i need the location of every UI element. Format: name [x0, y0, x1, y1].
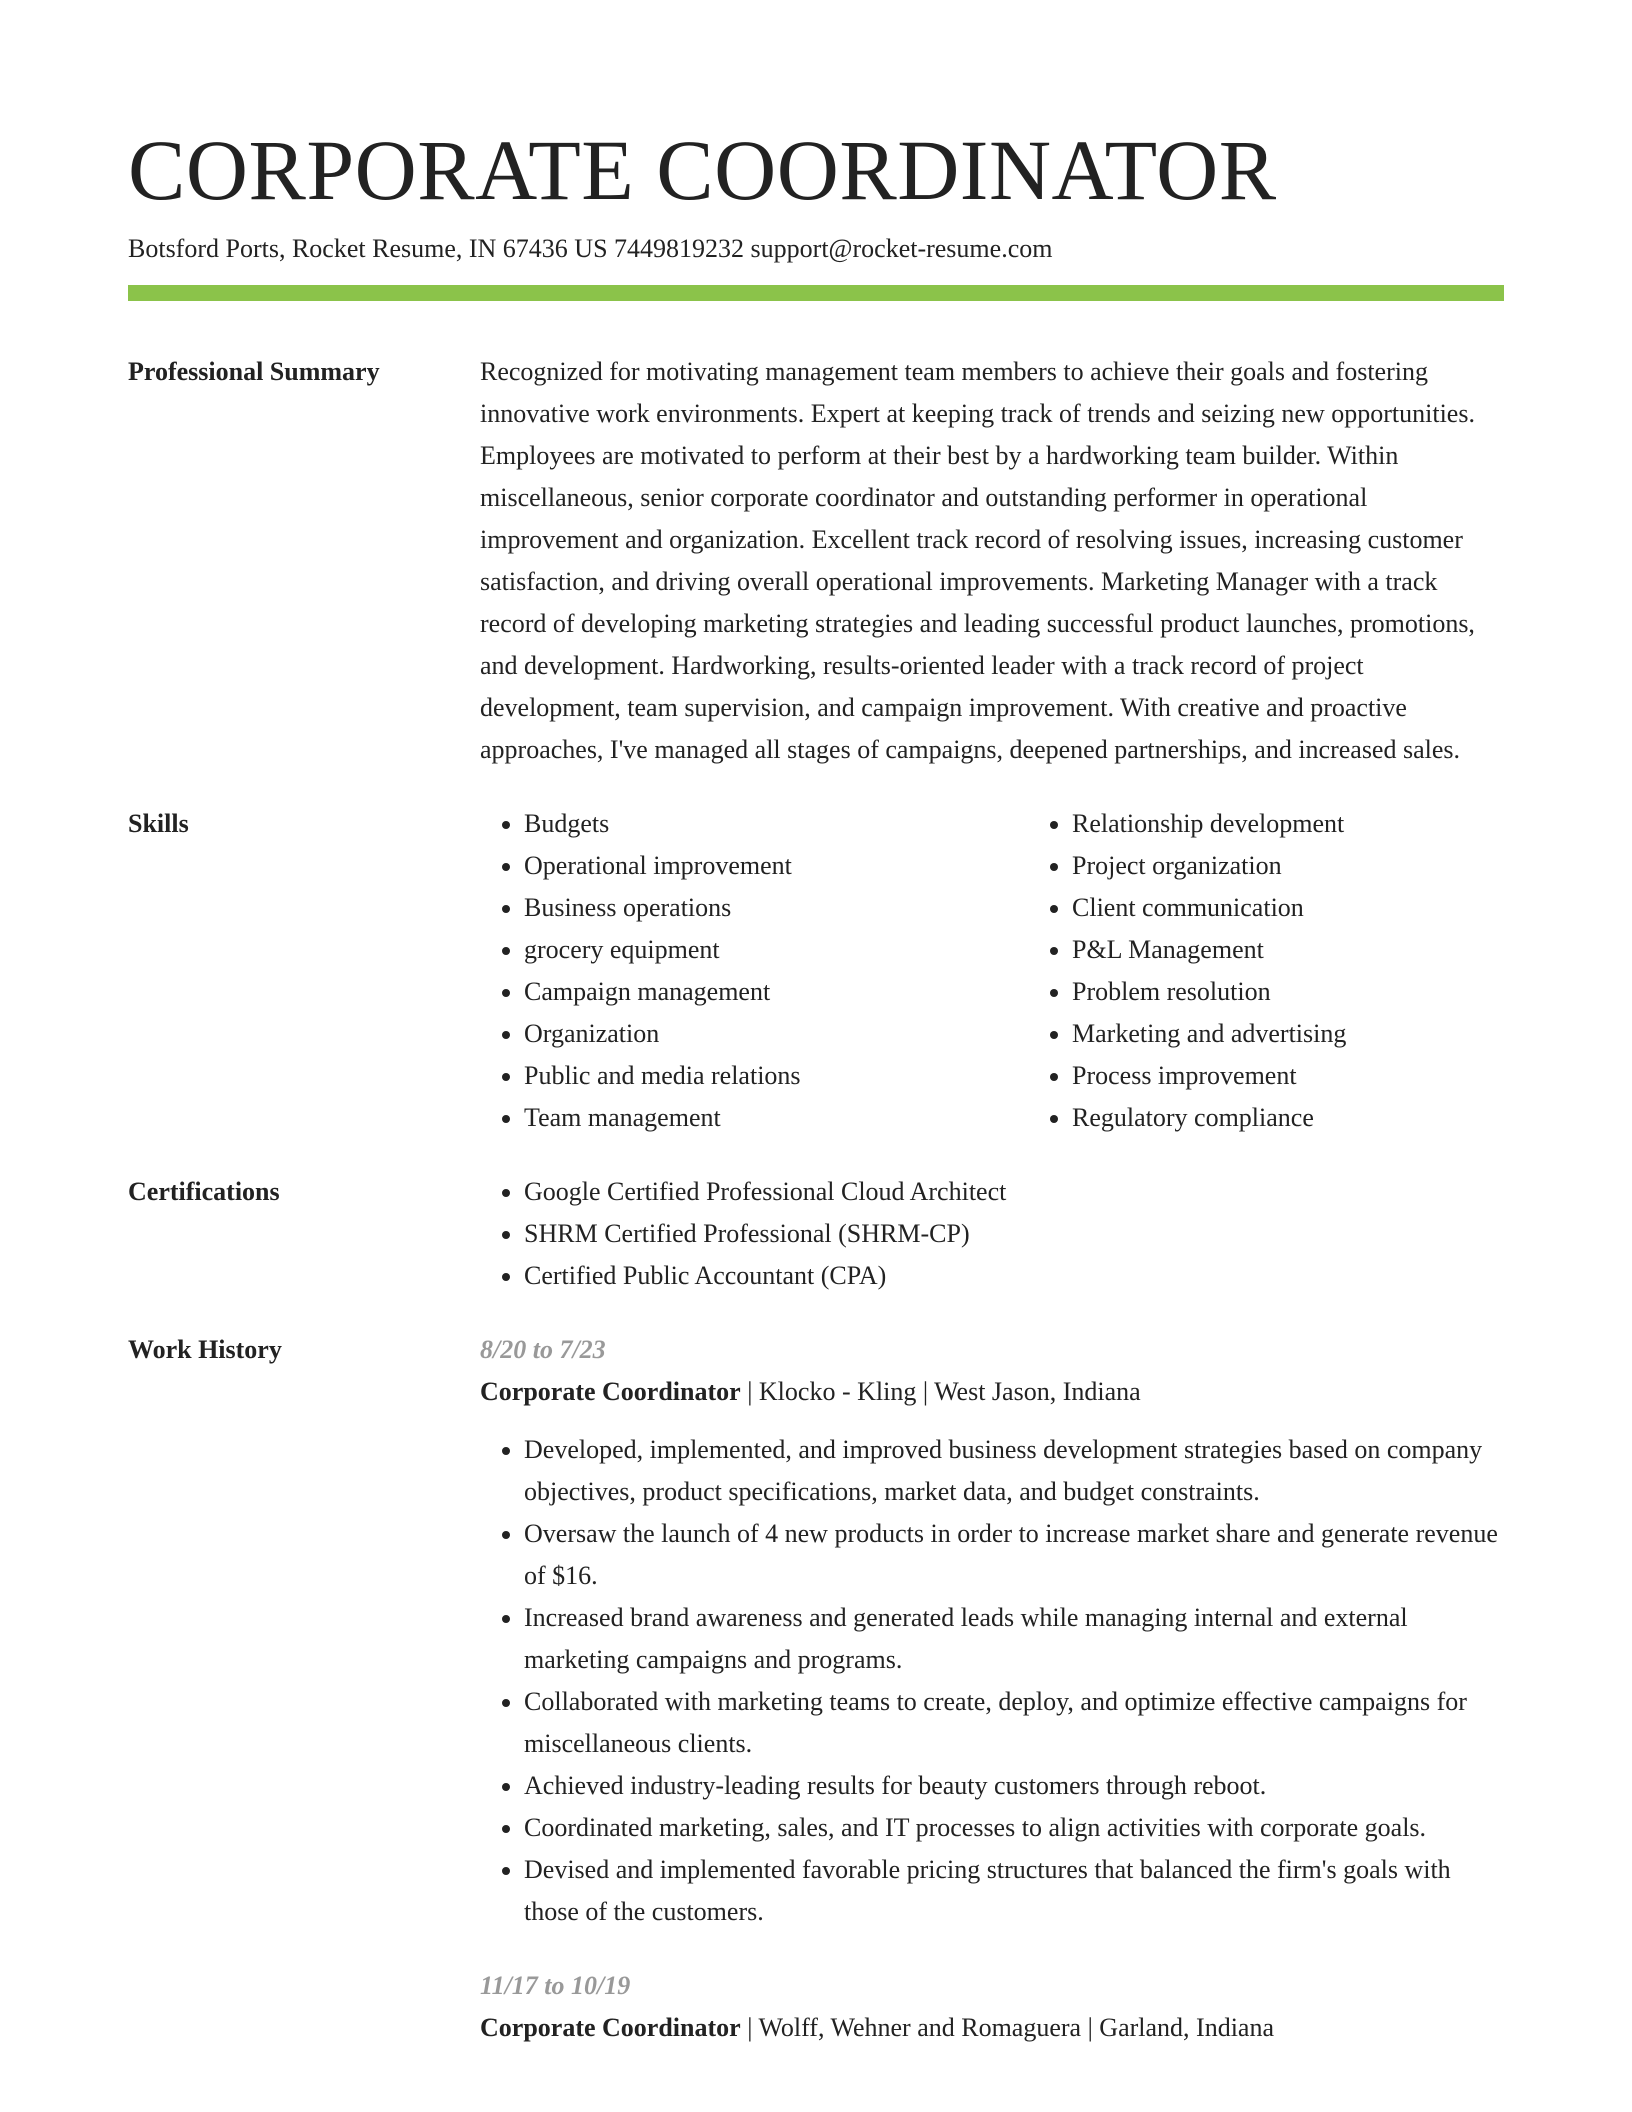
job-location: West Jason, Indiana [934, 1377, 1141, 1406]
certifications-list [480, 1171, 1504, 1297]
contact-address: Botsford Ports, Rocket Resume, IN 67436 US [128, 234, 615, 263]
skill-item: • Process improvement [1072, 1055, 1592, 1097]
job-entry [480, 1965, 1504, 2049]
resume-page [128, 118, 1504, 2049]
section-skills [128, 803, 1504, 1139]
skill-item: • P&L Management [1072, 929, 1592, 971]
skill-item: • Relationship development [1072, 803, 1592, 845]
skill-item: • Client communication [1072, 887, 1592, 929]
skill-item: • Regulatory compliance [1072, 1097, 1592, 1139]
section-work-history [128, 1329, 1504, 2049]
skill-item: • Organization [524, 1013, 984, 1055]
job-bullet: • Increased brand awareness and generated leads while managing internal and external marketing campaigns and programs. [524, 1597, 1504, 1681]
job-dates: 8/20 to 7/23 [480, 1335, 606, 1364]
skills-list-left [480, 803, 984, 1139]
job-separator: | [740, 2013, 759, 2042]
section-professional-summary [128, 351, 1504, 771]
skill-item: • grocery equipment [524, 929, 984, 971]
section-label-summary: Professional Summary [128, 357, 380, 386]
job-bullet: • Oversaw the launch of 4 new products in order to increase market share and generate revenue of $16. [524, 1513, 1504, 1597]
job-company: Wolff, Wehner and Romaguera [758, 2013, 1082, 2042]
certification-item: • Certified Public Accountant (CPA) [524, 1255, 1504, 1297]
skill-item: • Team management [524, 1097, 984, 1139]
job-bullet: • Collaborated with marketing teams to create, deploy, and optimize effective campaigns for miscellaneous clients. [524, 1681, 1504, 1765]
header-divider [128, 285, 1504, 301]
skill-item: • Public and media relations [524, 1055, 984, 1097]
section-label-certifications: Certifications [128, 1177, 280, 1206]
job-separator: | [740, 1377, 759, 1406]
job-dates: 11/17 to 10/19 [480, 1971, 631, 2000]
job-separator: | [916, 1377, 935, 1406]
job-heading [480, 2007, 1504, 2049]
job-bullet: • Developed, implemented, and improved business development strategies based on company objectives, product specifications, market data, and budget constraints. [524, 1429, 1504, 1513]
certification-item: • Google Certified Professional Cloud Architect [524, 1171, 1504, 1213]
section-label-skills: Skills [128, 809, 189, 838]
skills-list-right [1028, 803, 1592, 1139]
section-label-work-history: Work History [128, 1335, 282, 1364]
section-certifications [128, 1171, 1504, 1297]
job-separator: | [1081, 2013, 1100, 2042]
job-bullet: • Coordinated marketing, sales, and IT processes to align activities with corporate goals. [524, 1807, 1504, 1849]
certifications-body [480, 1171, 1504, 1297]
job-location: Garland, Indiana [1099, 2013, 1274, 2042]
job-bullet: • Achieved industry-leading results for beauty customers through reboot. [524, 1765, 1504, 1807]
skill-item: • Problem resolution [1072, 971, 1592, 1013]
job-heading [480, 1371, 1504, 1413]
job-title: Corporate Coordinator [480, 1377, 741, 1406]
job-company: Klocko - Kling [758, 1377, 917, 1406]
summary-text: Recognized for motivating management team members to achieve their goals and fostering innovative work environments. Expert at keeping track of trends and seizing new opportunities. Employees are motivated to perform at their best by a hardworking team builder. Within miscellaneous, senior corporate coordinator and outstanding performer in operational improvement and organization. Excellent track record of resolving issues, increasing customer satisfaction, and driving overall operational improvements. Marketing Manager with a track record of developing marketing strategies and leading successful product launches, promotions, and development. Hardworking, results-oriented leader with a track record of project development, team supervision, and campaign improvement. With creative and proactive approaches, I've managed all stages of campaigns, deepened partnerships, and increased sales. [480, 357, 1475, 764]
contact-phone: 7449819232 [614, 234, 751, 263]
contact-email: support@rocket-resume.com [750, 234, 1053, 263]
certification-item: • SHRM Certified Professional (SHRM-CP) [524, 1213, 1504, 1255]
job-bullet: • Devised and implemented favorable pricing structures that balanced the firm's goals with those of the customers. [524, 1849, 1504, 1933]
skill-item: • Campaign management [524, 971, 984, 1013]
skill-item: • Budgets [524, 803, 984, 845]
skill-item: • Operational improvement [524, 845, 984, 887]
skill-item: • Project organization [1072, 845, 1592, 887]
job-entry [480, 1329, 1504, 1933]
skill-item: • Business operations [524, 887, 984, 929]
job-title: Corporate Coordinator [480, 2013, 741, 2042]
skills-columns [480, 803, 1504, 1139]
resume-title: CORPORATE COORDINATOR [128, 122, 1277, 218]
skill-item: • Marketing and advertising [1072, 1013, 1592, 1055]
work-history-body [480, 1329, 1504, 2049]
job-bullets [480, 1429, 1504, 1933]
contact-line [128, 232, 1504, 266]
